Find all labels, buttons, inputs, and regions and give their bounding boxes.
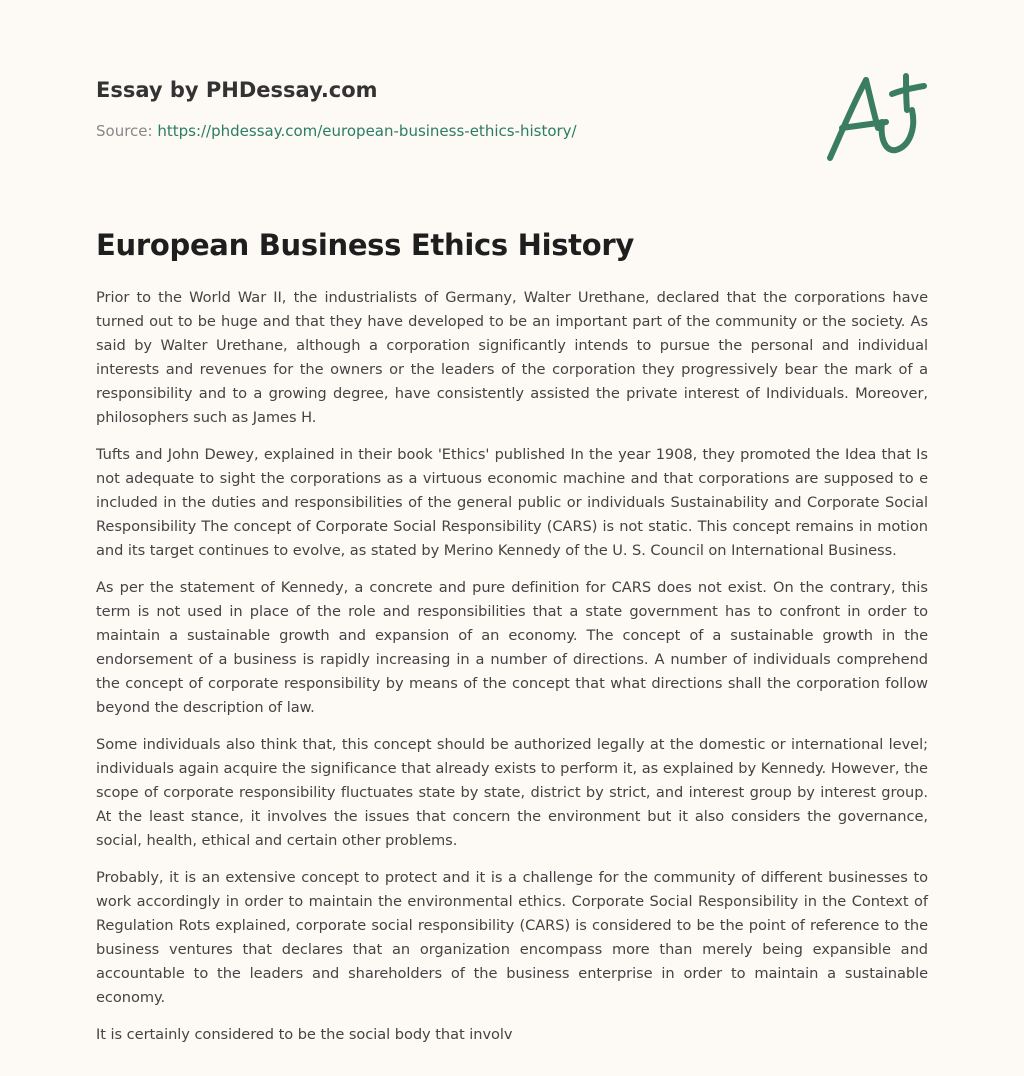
essay-paragraph: Tufts and John Dewey, explained in their book 'Ethics' published In the year 1908, they promoted the Idea that Is not adequate to sight the corporations as a virtuous economic machine and that corporations are supposed to e included in the duties and responsibilities of the general public or individuals Sustainability and Corporate Social Responsibility The concept of Corporate Social Responsibility (CARS) is not static. This concept remains in motion and its target continues to evolve, as stated by Merino Kennedy of the U. S. Council on International Business.	[96, 446, 928, 559]
brand-title: Essay by PHDessay.com	[96, 78, 378, 102]
essay-paragraph: As per the statement of Kennedy, a concrete and pure definition for CARS does not exist. On the contrary, this term is not used in place of the role and responsibilities that a state government has to confront in order to maintain a sustainable growth and expansion of an economy. The concept of a sustainable growth in the endorsement of a business is rapidly increasing in a number of directions. A number of individuals comprehend the concept of corporate responsibility by means of the concept that what directions shall the corporation follow beyond the description of law.	[96, 579, 928, 716]
a-plus-grade-icon	[820, 66, 930, 166]
essay-header	[96, 76, 796, 141]
essay-paragraph: Some individuals also think that, this concept should be authorized legally at the domestic or international level; individuals again acquire the significance that already exists to perform it, as explained by Kennedy. However, the scope of corporate responsibility fluctuates state by state, district by strict, and interest group by interest group. At the least stance, it involves the issues that concern the environment but it also considers the governance, social, health, ethical and certain other problems.	[96, 736, 928, 849]
essay-body	[96, 286, 928, 1060]
source-line	[96, 121, 796, 141]
essay-paragraph: Prior to the World War II, the industrialists of Germany, Walter Urethane, declared that the corporations have turned out to be huge and that they have developed to be an important part of the community or the society. As said by Walter Urethane, although a corporation significantly intends to pursue the personal and individual interests and revenues for the owners or the leaders of the corporation they progressively bear the mark of a responsibility and to a growing degree, have consistently assisted the private interest of Individuals. Moreover, philosophers such as James H.	[96, 289, 928, 426]
source-link[interactable]: https://phdessay.com/european-business-ethics-history/	[157, 122, 577, 140]
essay-title: European Business Ethics History	[96, 228, 634, 262]
source-label: Source:	[96, 122, 158, 140]
essay-paragraph-truncated: It is certainly considered to be the social body that involv	[96, 1026, 513, 1043]
essay-paragraph: Probably, it is an extensive concept to protect and it is a challenge for the community of different businesses to work accordingly in order to maintain the environmental ethics. Corporate Social Responsibility in the Context of Regulation Rots explained, corporate social responsibility (CARS) is considered to be the point of reference to the business ventures that declares that an organization encompass more than merely being expansible and accountable to the leaders and shareholders of the business enterprise in order to maintain a sustainable economy.	[96, 869, 928, 1006]
